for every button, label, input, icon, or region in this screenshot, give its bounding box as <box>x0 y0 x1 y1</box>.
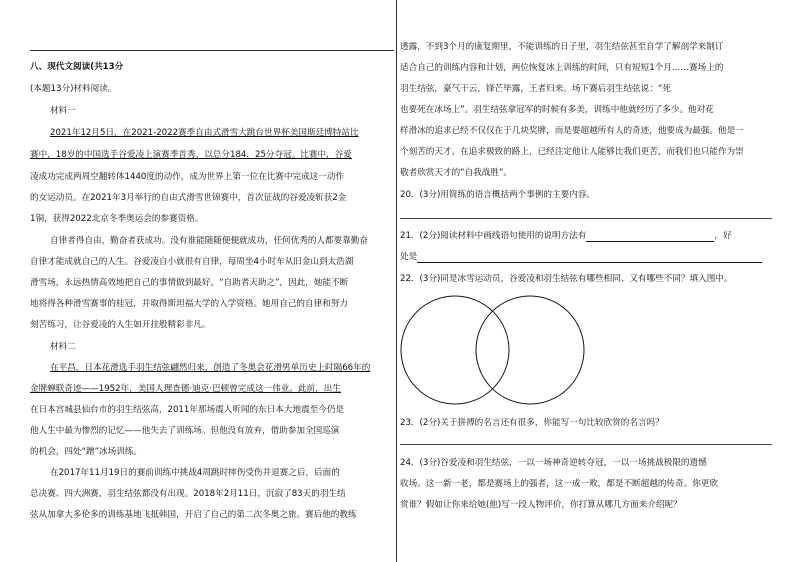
m2-line: 的机会，四处“蹭”冰场训练。 <box>30 447 143 457</box>
header-rule <box>30 50 394 51</box>
answer-blank-21a[interactable] <box>586 232 714 242</box>
venn-diagram <box>400 290 600 410</box>
question-22: 22．(3分)同是冰雪运动员，谷爱凌和羽生结弦有哪些相同、又有哪些不同？填入图中。 <box>400 274 733 284</box>
question-24-line: 24．(3分)谷爱凌和羽生结弦，一以一场神奇逆转夺冠，一以一场挑战极限的遗憾 <box>400 458 707 468</box>
answer-line-20[interactable] <box>400 218 772 219</box>
m1-line: 的女运动员。在2021年3月举行的自由式滑雪世锦赛中，首次征战的谷爱凌斩获2金 <box>30 193 347 203</box>
answer-line-23[interactable] <box>400 444 772 445</box>
m1-line: 自律才能成就自己的人生。谷爱凌自小就很有自律，每周坐4小时车从旧金山到太浩湖 <box>30 257 354 267</box>
instruction: (本题13分)材料阅读。 <box>30 84 117 94</box>
continued-line: 敬者欣赏天才的“自我战胜”。 <box>400 168 513 178</box>
m1-line: 赛中，18岁的中国选手谷爱凌上演赛季首秀，以总分184．25分夺冠。比赛中，谷爱 <box>30 150 352 160</box>
continued-line: 透露，不到3个月的康复期里，不能训练的日子里，羽生结弦甚至自学了解剖学来制订 <box>400 42 724 52</box>
question-21 <box>400 231 732 242</box>
answer-blank-21b[interactable] <box>417 253 762 263</box>
question-24-line: 赏谁？假如让你来给她(他)写一段人物评价，你打算从哪几方面来介绍呢？ <box>400 500 682 510</box>
m1-line: 凌成功完成两周空翻转体1440度的动作，成为世界上第一位在比赛中完成这一动作 <box>30 172 345 182</box>
section-title: 八、现代文阅读(共13分 <box>30 62 124 72</box>
m1-line: 滑雪场，永远热情高效地把自己的事情做到最好。“自助者天助之”，因此，她能不断 <box>30 278 349 288</box>
material-2-title: 材料二 <box>50 342 76 352</box>
m2-line: 在平昌，日本花滑选手羽生结弦翩然归来，创造了冬奥会花滑男单历史上时隔66年的 <box>50 363 371 373</box>
question-20: 20．(3分)用简练的语言概括两个事例的主要内容。 <box>400 190 595 200</box>
m1-line: 自律者得自由，勤奋者获成功。没有谁能随随便便就成功，任何优秀的人都要靠勤奋 <box>50 236 368 246</box>
m1-line: 2021年12月5日，在2021-2022赛季自由式滑雪大跳台世界杯美国斯廷博特站比 <box>50 128 359 138</box>
question-24-line: 收场。这一新一老，都是赛场上的强者，这一成一败，都是不断超越的传奇。你更欣 <box>400 479 718 489</box>
m2-line: 在日本宫城县仙台市的羽生结弦高，2011年那场震人听闻的东日本大地震至今仍是 <box>30 405 345 415</box>
venn-circle-right[interactable] <box>476 296 584 404</box>
continued-line: 样滑冰的追求已经不仅仅在于几块奖牌，而是要超越所有人的奇迹，他要成为最强。他是一 <box>400 126 744 136</box>
question-23: 23．(2分)关于拼搏的名言还有很多，你能写一句比较欣赏的名言吗？ <box>400 418 664 428</box>
m1-line: 1铜，获得2022北京冬季奥运会的参赛资格。 <box>30 214 204 224</box>
column-divider <box>396 0 397 562</box>
m2-line: 总决赛、四大洲赛，羽生结弦都没有出现。2018年2月11日，沉寂了83天的羽生结 <box>30 489 346 499</box>
material-1-title: 材料一 <box>50 106 76 116</box>
m1-line: 刻苦练习，让谷爱凌的人生如开挂般精彩非凡。 <box>30 320 211 330</box>
m2-line: 他人生中最为惨烈的记忆——他失去了训练场。但他没有放弃，借助参加全国巡演 <box>30 426 340 436</box>
venn-circle-left[interactable] <box>401 296 509 404</box>
continued-line: 也要死在冰场上”。羽生结弦拿冠军的时候有多美，训练中他就经历了多少。他对花 <box>400 105 714 115</box>
m1-line: 地将得各种滑雪赛事的桂冠，并取得斯坦福大学的入学资格。她用自己的自律和努力 <box>30 299 348 309</box>
question-21-end: 处是 <box>400 252 418 262</box>
question-21-text: 21．(2分)阅读材料中画线语句使用的说明方法有 <box>400 231 587 241</box>
continued-line: 羽生结弦，豪气干云，锋芒毕露，王者归来。场下赛后羽生结弦说：“死 <box>400 84 671 94</box>
m2-line: 弦从加拿大多伦多的训练基地飞抵韩国，开启了自己的第二次冬奥之旅。赛后他的教练 <box>30 510 357 520</box>
continued-line: 适合自己的训练内容和计划，两位恢复冰上训练的时间，只有短短1个月……赛场上的 <box>400 63 724 73</box>
question-21-tail: ，好 <box>714 231 732 241</box>
question-21-cont <box>400 252 762 263</box>
continued-line: 个刻苦的天才，在追求极致的路上，已经注定他让人能够比我们更苦，而我们也只能作为崇 <box>400 147 744 157</box>
m2-line: 金牌蝉联奇迹——1952年，美国人理查德·迪克·巴顿曾完成这一伟业。此前，出生 <box>30 384 341 394</box>
m2-line: 在2017年11月19日的赛前训练中挑战4周跳时摔伤受伤并退赛之后，后面的 <box>50 468 340 478</box>
